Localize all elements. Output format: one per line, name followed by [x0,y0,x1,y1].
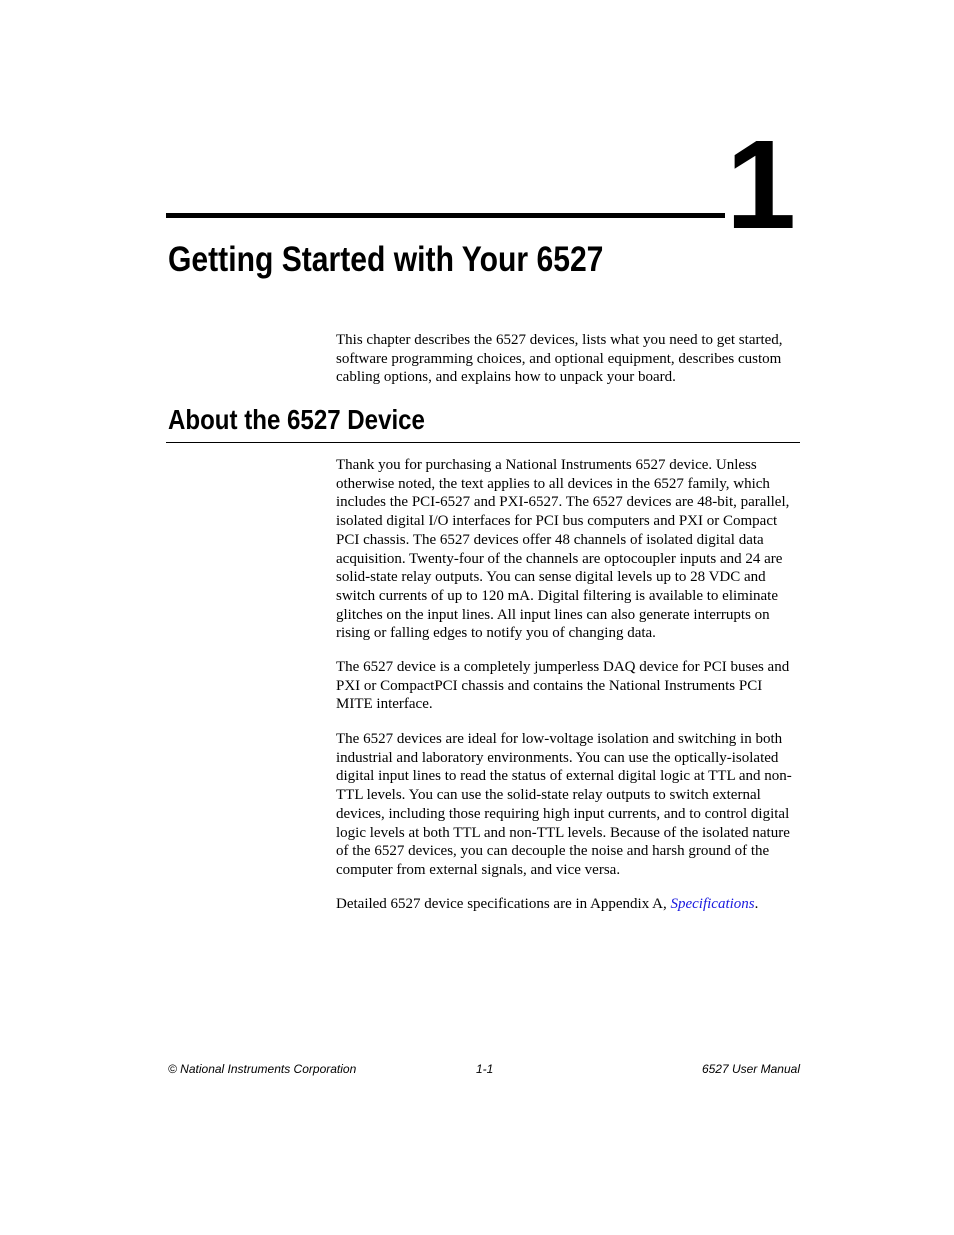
chapter-intro: This chapter describes the 6527 devices, lists what you need to get started, software programming choices, and optional equipment, describes custom cabling options, and explains how to unpack your board. [336,332,783,386]
paragraph-jumperless: The 6527 device is a completely jumperless DAQ device for PCI buses and PXI or CompactPCI chassis and contains the National Instruments PCI MITE interface. [336,659,790,713]
chapter-title: Getting Started with Your 6527 [168,240,604,279]
paragraph-overview: Thank you for purchasing a National Instruments 6527 device. Unless otherwise noted, the text applies to all devices in the 6527 family, which includes the PCI-6527 and PXI-6527. The 6527 devices are 48-bit, parallel, isolated digital I/O interfaces for PCI bus computers and PXI or Compact PCI chassis. The 6527 devices offer 48 channels of isolated digital data acquisition. Twenty-four of the channels are optocoupler inputs and 24 are solid-state relay outputs. You can sense digital levels up to 28 VDC and switch currents of up to 120 mA. Digital filtering is available to eliminate glitches on the input lines. All input lines can also generate interrupts on rising or falling edges to notify you of changing data. [336,457,790,642]
section-heading: About the 6527 Device [168,404,425,435]
spec-sentence-suffix: . [754,896,759,912]
spec-sentence-prefix: Detailed 6527 device specifications are in Appendix A, [336,896,671,912]
section-rule [166,442,800,443]
paragraph-applications: The 6527 devices are ideal for low-voltage isolation and switching in both industrial and laboratory environments. You can use the optically-isolated digital input lines to read the status of external digital logic at TTL and non-TTL levels. You can use the solid-state relay outputs to switch external devices, including those requiring high input currents, and to control digital logic levels at both TTL and non-TTL levels. Because of the isolated nature of the 6527 devices, you can decouple the noise and harsh ground of the computer from external signals, and vice versa. [336,731,792,878]
chapter-rule [166,213,725,218]
footer-manual-title: 6527 User Manual [701,1062,800,1076]
chapter-number: 1 [726,114,793,255]
specifications-link[interactable]: Specifications [670,896,755,912]
footer-page-number: 1-1 [476,1062,494,1076]
paragraph-specifications [336,895,800,914]
footer-copyright: © National Instruments Corporation [168,1062,357,1076]
